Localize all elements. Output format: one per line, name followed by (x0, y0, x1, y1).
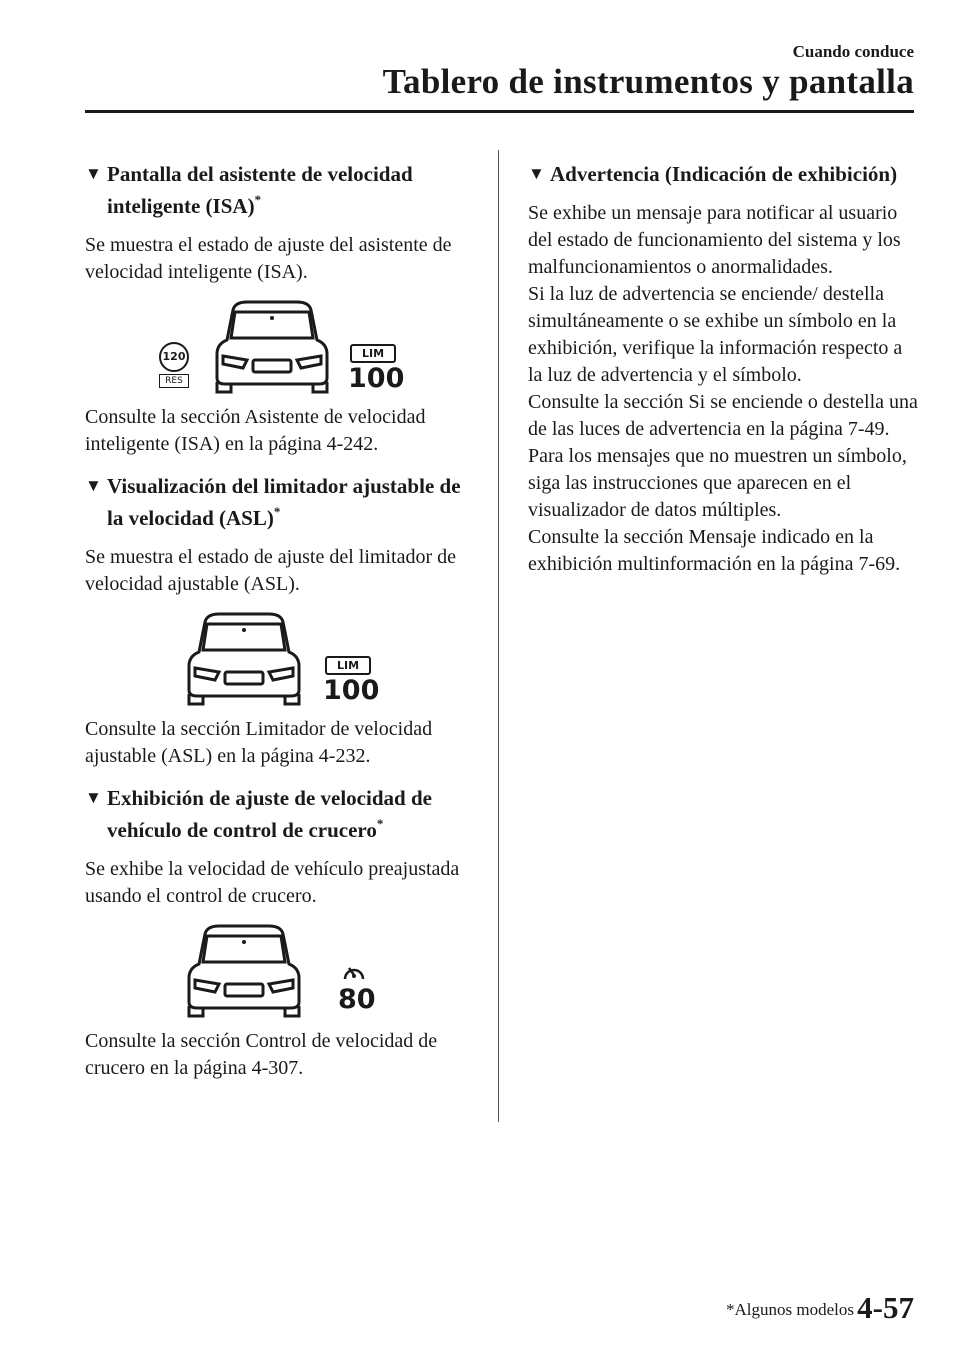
cruise-reference: Consulte la sección Control de velocidad de crucero en la página 4-307. (85, 1030, 438, 1079)
lim-badge: LIM (325, 656, 371, 675)
page-number: 4-57 (857, 1290, 914, 1325)
car-rear-icon (185, 610, 303, 706)
isa-reference: Consulte la sección Asistente de velocidad inteligente (ISA) en la página 4-242. (85, 406, 426, 455)
section-title: Tablero de instrumentos y pantalla (382, 62, 914, 101)
footnote: *Algunos modelos (726, 1300, 854, 1319)
asl-heading (85, 470, 480, 534)
chapter-label: Cuando conduce (792, 42, 914, 61)
speed-sign-icon (159, 342, 189, 388)
warning-paragraph-4: Para los mensajes que no muestren un símbolo, siga las instrucciones que aparecen en el visualizador de datos múltiples. (528, 445, 907, 521)
warning-paragraph-2: Si la luz de advertencia se enciende/ destella simultáneamente o se exhibe un símbolo en la exhibición, verifique la información respecto a la luz de advertencia y el símbolo. (528, 283, 903, 386)
cruise-heading-text: Exhibición de ajuste de velocidad de vehículo de control de crucero (107, 786, 432, 842)
cruise-heading (85, 782, 480, 846)
column-divider (498, 150, 499, 1122)
isa-figure (85, 298, 480, 396)
isa-speed-value: 100 (348, 363, 405, 394)
header-rule (85, 110, 914, 113)
warning-paragraph-1: Se exhibe un mensaje para notificar al usuario del estado de funcionamiento del sistema y los malfuncionamientos o anormalidades. (528, 202, 901, 278)
lim-badge: LIM (350, 344, 396, 363)
asl-figure (85, 610, 480, 708)
triangle-bullet-icon: ▼ (85, 788, 102, 807)
asl-description: Se muestra el estado de ajuste del limitador de velocidad ajustable (ASL). (85, 546, 456, 595)
isa-description: Se muestra el estado de ajuste del asistente de velocidad inteligente (ISA). (85, 234, 452, 283)
asterisk: * (273, 504, 281, 519)
right-column (528, 158, 918, 578)
asl-heading-text: Visualización del limitador ajustable de la velocidad (ASL) (107, 474, 461, 530)
warning-heading-text: Advertencia (Indicación de exhibición) (550, 162, 898, 186)
cruise-speed-value: 80 (338, 984, 376, 1015)
warning-paragraph-5: Consulte la sección Mensaje indicado en la exhibición multinformación en la página 7-69. (528, 526, 901, 575)
cruise-description: Se exhibe la velocidad de vehículo preajustada usando el control de crucero. (85, 858, 460, 907)
cruise-figure (85, 922, 480, 1020)
triangle-bullet-icon: ▼ (85, 164, 102, 183)
car-rear-icon (185, 922, 303, 1018)
speed-sign-value: 120 (159, 342, 189, 372)
asterisk: * (254, 192, 262, 207)
warning-heading (528, 158, 918, 190)
car-rear-icon (213, 298, 331, 394)
asl-speed-value: 100 (323, 675, 380, 706)
warning-paragraph-3: Consulte la sección Si se enciende o destella una de las luces de advertencia en la página 7-49. (528, 391, 918, 440)
isa-heading (85, 158, 480, 222)
asl-reference: Consulte la sección Limitador de velocidad ajustable (ASL) en la página 4-232. (85, 718, 433, 767)
isa-heading-text: Pantalla del asistente de velocidad inteligente (ISA) (107, 162, 413, 218)
left-column (85, 158, 480, 1094)
triangle-bullet-icon: ▼ (528, 164, 545, 183)
triangle-bullet-icon: ▼ (85, 476, 102, 495)
res-label: RES (159, 374, 189, 388)
asterisk: * (376, 816, 384, 831)
cruise-control-icon (342, 962, 366, 982)
